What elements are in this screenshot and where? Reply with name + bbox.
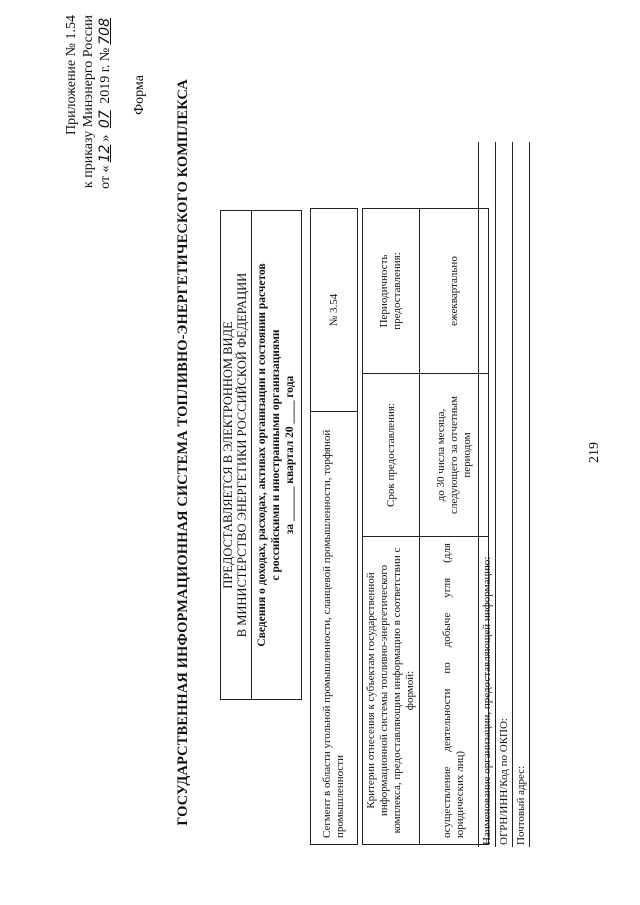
date-prefix: от « xyxy=(98,165,113,189)
postal-address-field: Почтовый адрес: xyxy=(513,142,530,847)
criteria-header: Критерии отнесения к субъектам государственной информационной системы топливно-энергетического комплекса, предоставляющим информацию в соответствии с формой: xyxy=(363,537,420,845)
date-year: 2019 г. № xyxy=(98,47,113,104)
org-ids-field: ОГРН/ИНН/Код по ОКПО: xyxy=(496,142,513,847)
periodicity-header: Периодичность предоставления: xyxy=(363,209,420,374)
organization-info-fields xyxy=(478,142,530,847)
criteria-table xyxy=(362,208,489,845)
deadline-value: до 30 числа месяца, следующего за отчетным периодом xyxy=(420,374,489,537)
handwritten-order-number: 708 xyxy=(97,18,113,45)
deadline-header: Срок предоставления: xyxy=(363,374,420,537)
form-label: Форма xyxy=(132,75,147,115)
page-number: 219 xyxy=(587,442,602,463)
submission-line-1: ПРЕДОСТАВЛЯЕТСЯ В ЭЛЕКТРОННОМ ВИДЕ xyxy=(221,321,235,589)
submission-line-2: В МИНИСТЕРСТВО ЭНЕРГЕТИКИ РОССИЙСКОЙ ФЕДЕРАЦИИ xyxy=(235,272,249,638)
report-period-line: за ______ квартал 20 ____ года xyxy=(284,375,296,535)
report-title-line-2: с российскими и иностранными организациями xyxy=(270,329,282,581)
appendix-reference xyxy=(63,15,114,245)
form-number-cell: № 3.54 xyxy=(311,209,358,412)
segment-table xyxy=(310,208,358,845)
appendix-title: Приложение № 1.54 xyxy=(64,15,79,135)
submission-header-box xyxy=(220,210,252,700)
criteria-value: осуществление деятельности по добыче угля (для юридических лиц) xyxy=(420,537,489,845)
main-title: ГОСУДАРСТВЕННАЯ ИНФОРМАЦИОННАЯ СИСТЕМА ТОПЛИВНО-ЭНЕРГЕТИЧЕСКОГО КОМПЛЕКСА xyxy=(175,79,191,826)
handwritten-month: 07 xyxy=(97,110,113,129)
periodicity-value: ежеквартально xyxy=(420,209,489,374)
appendix-date-line xyxy=(97,15,114,245)
criteria-header-row xyxy=(363,209,420,845)
report-title-box xyxy=(252,210,302,700)
appendix-order: к приказу Минэнерго России xyxy=(81,15,96,189)
report-title-line-1: Сведения о доходах, расходах, активах организации и состоянии расчетов xyxy=(256,263,268,647)
handwritten-day: 12 xyxy=(97,144,113,163)
segment-cell: Сегмент в области угольной промышленности, сланцевой промышленности, торфяной промышленности xyxy=(311,412,358,845)
org-name-field: Наименование организации, предоставляющей информацию: xyxy=(478,142,496,847)
date-quote: » xyxy=(98,134,113,142)
